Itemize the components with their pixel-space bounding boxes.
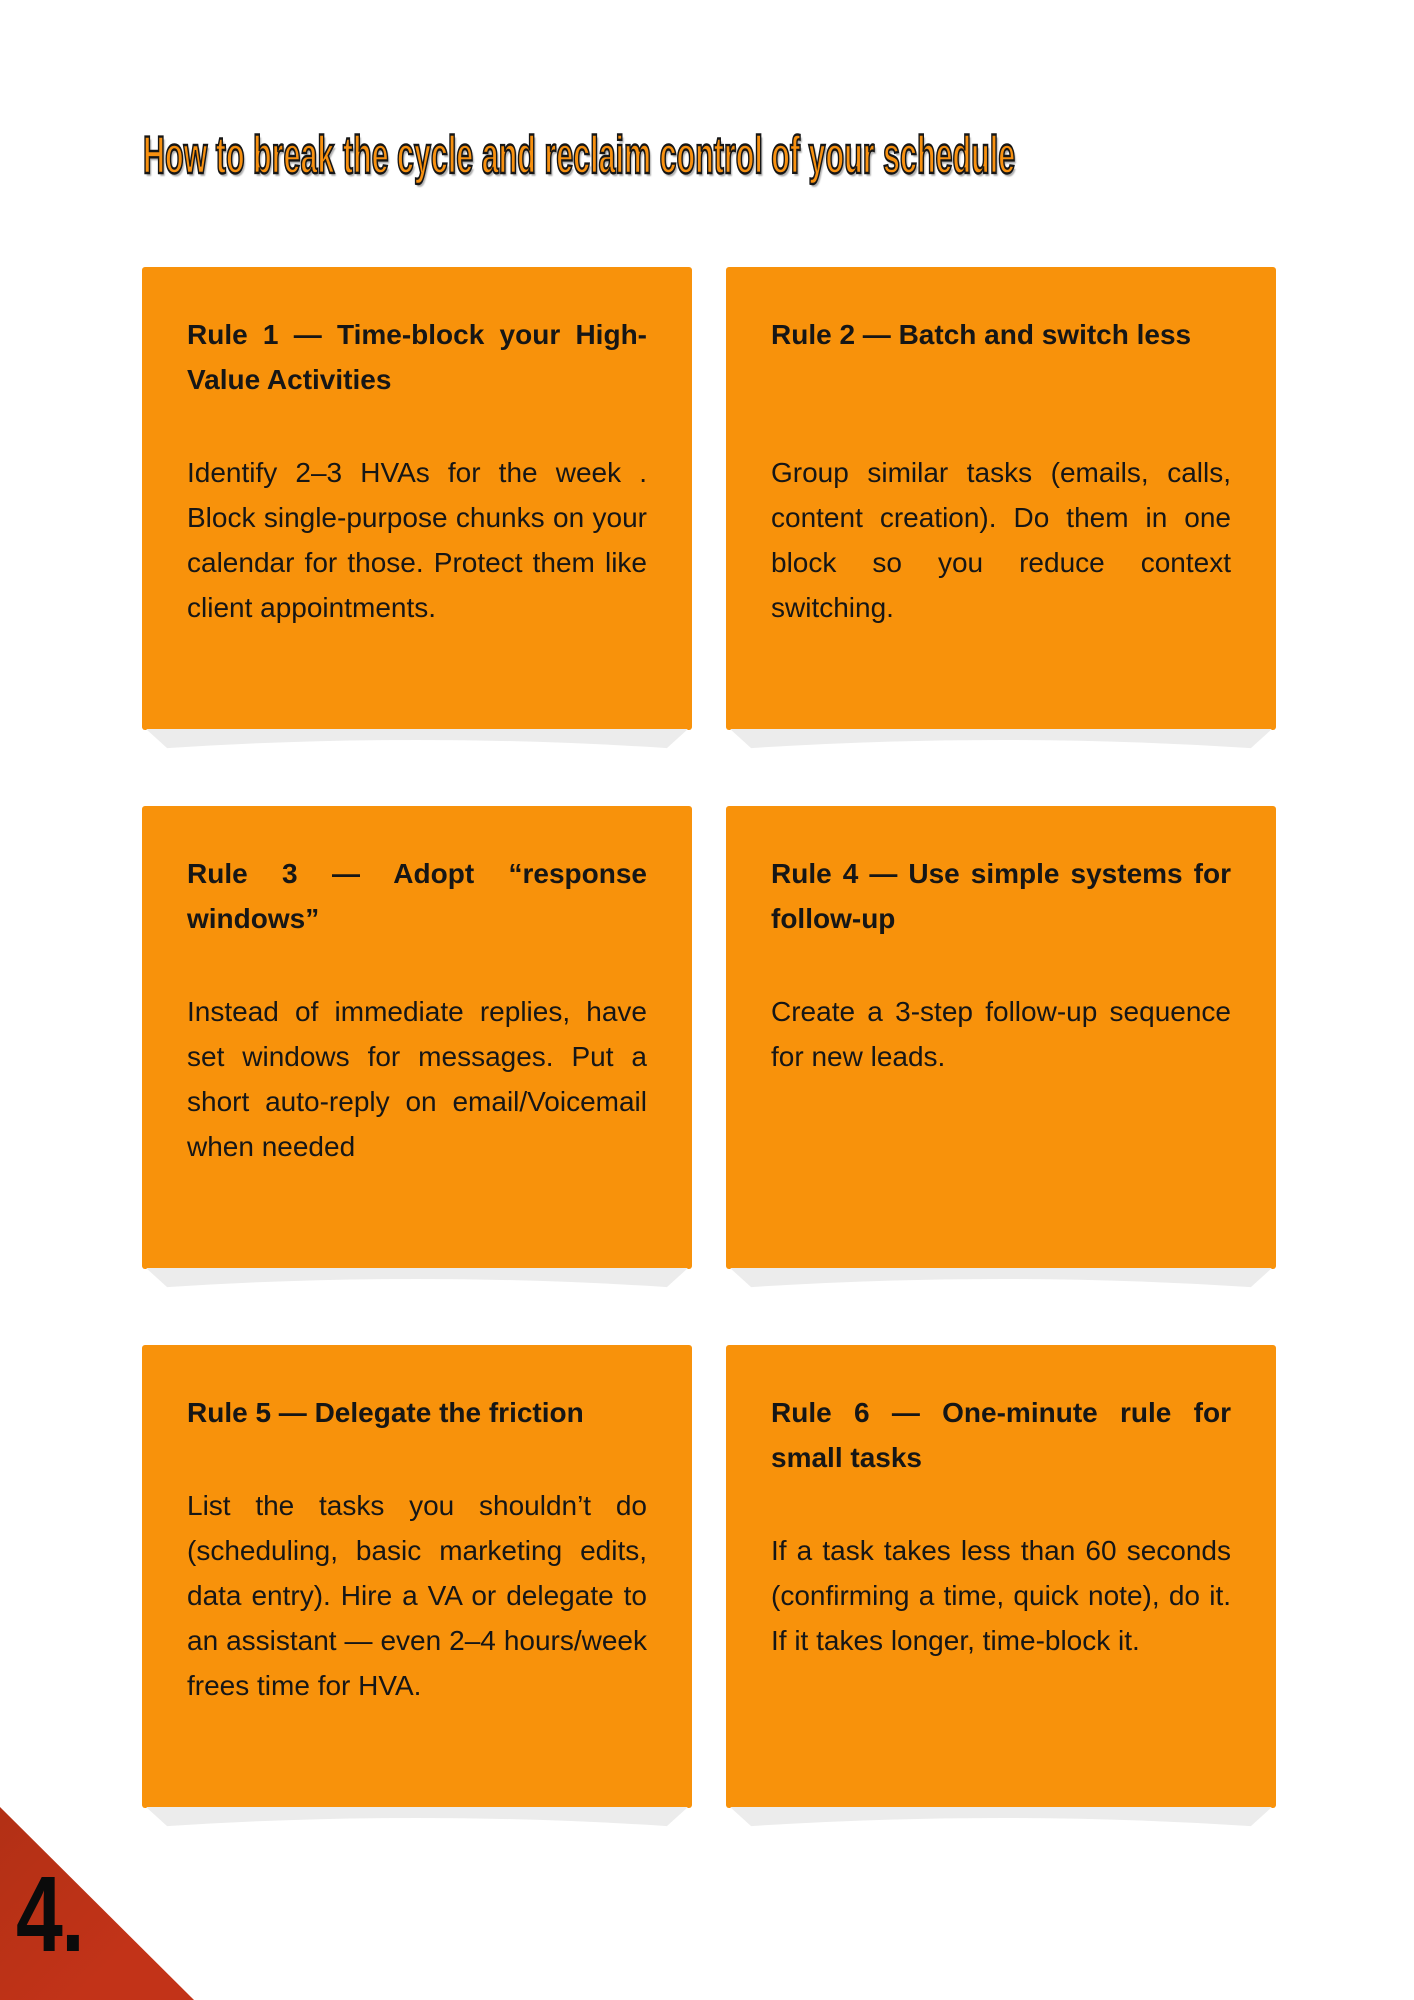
card-body: If a task takes less than 60 seconds (confirming a time, quick note), do it. If it takes longer, time-block it.: [771, 1535, 1231, 1656]
rule-card-6: [726, 1345, 1276, 1808]
card-curl-shadow: [726, 1268, 1276, 1289]
page-title: [143, 128, 1414, 184]
card-curl-shadow: [142, 729, 692, 750]
rule-card-3: [142, 806, 692, 1269]
page-number-text: 4.: [16, 1853, 84, 1974]
card-body: Group similar tasks (emails, calls, content creation). Do them in one block so you reduce context switching.: [771, 457, 1231, 623]
rule-card-2: [726, 267, 1276, 730]
card-heading: Rule 6 — One-minute rule for small tasks: [771, 1397, 1231, 1473]
card-heading: Rule 4 — Use simple systems for follow-up: [771, 858, 1231, 934]
card-curl-shadow: [142, 1268, 692, 1289]
rule-card-1: [142, 267, 692, 730]
card-curl-shadow: [726, 1807, 1276, 1828]
card-body: Instead of immediate replies, have set windows for messages. Put a short auto-reply on email/Voicemail when needed: [187, 996, 647, 1162]
card-heading: Rule 3 — Adopt “response windows”: [187, 858, 647, 934]
card-curl-shadow: [726, 729, 1276, 750]
card-body: List the tasks you shouldn’t do (scheduling, basic marketing edits, data entry). Hire a VA or delegate to an assistant — even 2–4 hours/week frees time for HVA.: [187, 1490, 647, 1701]
card-heading: Rule 2 — Batch and switch less: [771, 319, 1192, 350]
card-heading: Rule 5 — Delegate the friction: [187, 1397, 584, 1428]
card-heading: Rule 1 — Time-block your High-Value Activities: [187, 319, 647, 395]
page-title-text: How to break the cycle and reclaim control of your schedule: [143, 126, 1016, 185]
rules-grid: [142, 267, 1276, 1808]
card-body: Create a 3-step follow-up sequence for new leads.: [771, 996, 1231, 1072]
rule-card-5: [142, 1345, 692, 1808]
card-curl-shadow: [142, 1807, 692, 1828]
page-number: [16, 1853, 102, 1974]
rule-card-4: [726, 806, 1276, 1269]
card-body: Identify 2–3 HVAs for the week . Block single-purpose chunks on your calendar for those. Protect them like client appointments.: [187, 457, 647, 623]
